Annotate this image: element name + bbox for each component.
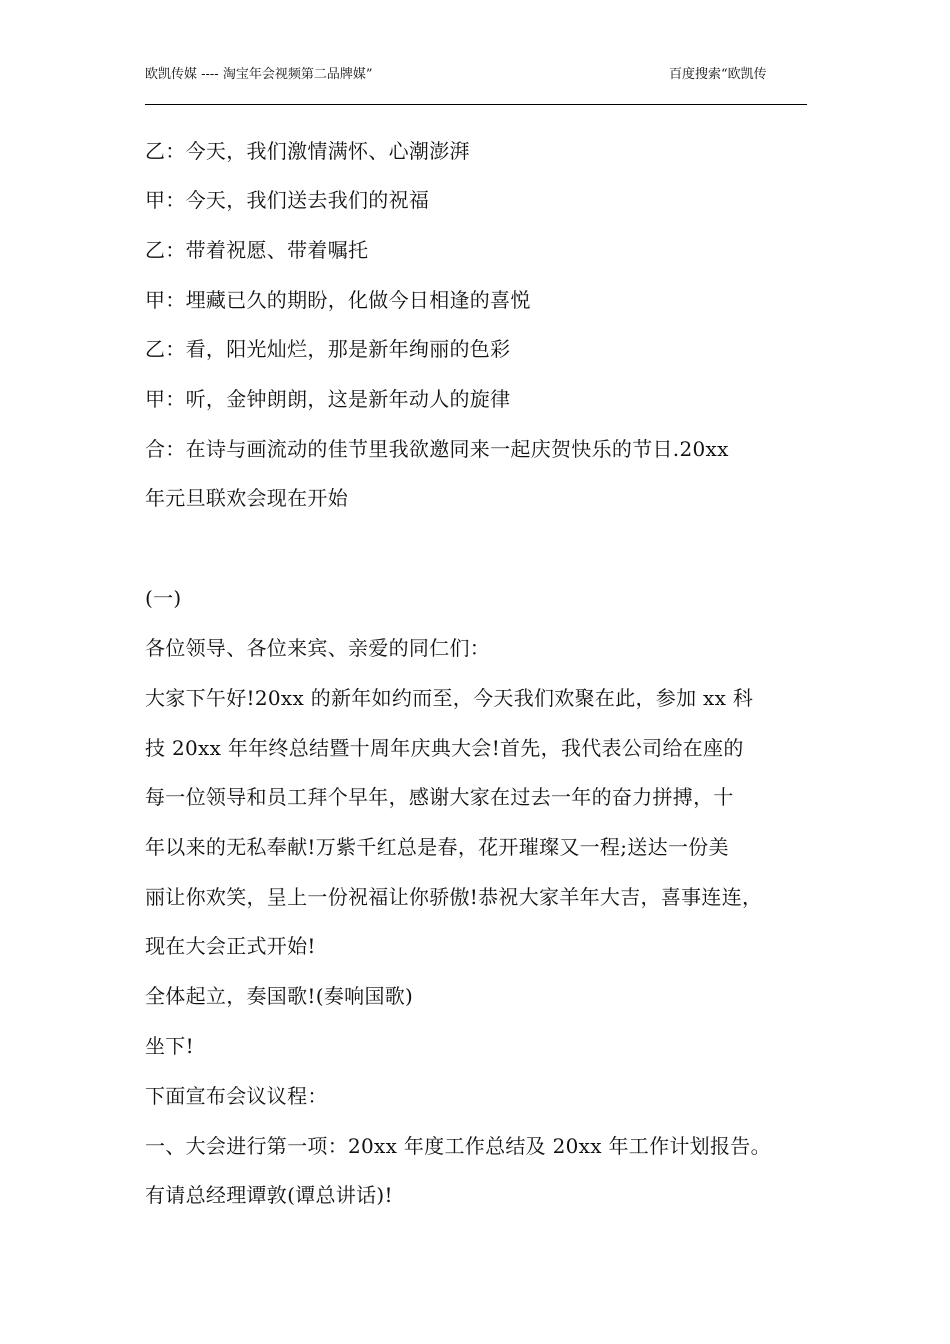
- text-line: 乙：带着祝愿、带着嘱托: [145, 238, 369, 262]
- text-line: 年元旦联欢会现在开始: [145, 486, 348, 510]
- header-left-text: 欧凯传媒 ---- 淘宝年会视频第二品牌媒”: [145, 67, 373, 82]
- text-line: 一、大会进行第一项：20xx 年度工作总结及 20xx 年工作计划报告。: [145, 1134, 771, 1158]
- section-heading: (一): [145, 586, 182, 610]
- text-line: 乙：今天，我们激情满怀、心潮澎湃: [145, 139, 470, 163]
- text-line: 现在大会正式开始!: [145, 934, 316, 958]
- text-line: 每一位领导和员工拜个早年，感谢大家在过去一年的奋力拼搏，十: [145, 785, 734, 809]
- text-line: 合：在诗与画流动的佳节里我欲邀同来一起庆贺快乐的节日.20xx: [145, 437, 729, 461]
- text-line: 年以来的无私奉献!万紫千红总是春，花开璀璨又一程;送达一份美: [145, 835, 729, 859]
- header-right-text: 百度搜索“欧凯传: [669, 67, 767, 82]
- text-line: 甲：听，金钟朗朗，这是新年动人的旋律: [145, 387, 511, 411]
- text-line: 甲：今天，我们送去我们的祝福: [145, 188, 430, 212]
- text-line: 下面宣布会议议程：: [145, 1084, 328, 1108]
- text-line: 坐下!: [145, 1034, 194, 1058]
- text-line: 大家下午好!20xx 的新年如约而至，今天我们欢聚在此，参加 xx 科: [145, 686, 754, 710]
- text-line: 有请总经理谭敦(谭总讲话)!: [145, 1183, 393, 1207]
- text-line: 全体起立，奏国歌!(奏响国歌): [145, 984, 414, 1008]
- text-line: 技 20xx 年年终总结暨十周年庆典大会!首先，我代表公司给在座的: [145, 736, 744, 760]
- page-header: [145, 66, 807, 105]
- text-line: 乙：看，阳光灿烂，那是新年绚丽的色彩: [145, 337, 511, 361]
- text-line: 甲：埋藏已久的期盼，化做今日相逢的喜悦: [145, 288, 531, 312]
- text-line: 各位领导、各位来宾、亲爱的同仁们：: [145, 636, 491, 660]
- text-line: 丽让你欢笑，呈上一份祝福让你骄傲!恭祝大家羊年大吉，喜事连连，: [145, 885, 763, 909]
